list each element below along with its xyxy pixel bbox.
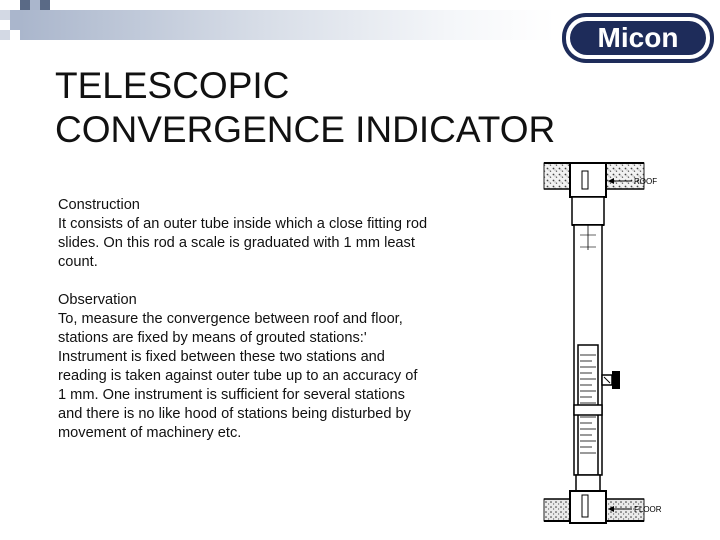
observation-section (58, 291, 428, 443)
inner-scale-rod (574, 345, 602, 475)
roof-label: ROOF (634, 177, 658, 186)
slide-body (58, 196, 428, 462)
construction-section (58, 196, 428, 272)
roof-station (570, 163, 606, 225)
observation-text: To, measure the convergence between roof and floor, stations are fixed by means of grouted stations:' Instrument is fixed between these two stations and reading is taken against outer tube up to an accuracy of 1 mm. One instrument is sufficient for several stations and there is no like hood of stations being disturbed by movement of machinery etc. (58, 311, 418, 441)
observation-heading: Observation (58, 292, 137, 308)
title-line-2: CONVERGENCE INDICATOR (55, 109, 556, 150)
title-line-1: TELESCOPIC (55, 65, 290, 106)
construction-text: It consists of an outer tube inside which a close fitting rod slides. On this rod a scale is graduated with 1 mm least count. (58, 216, 428, 270)
micon-logo (562, 13, 714, 63)
locking-screw (602, 371, 620, 389)
floor-label: FLOOR (634, 505, 662, 514)
convergence-indicator-diagram (540, 155, 710, 540)
floor-station (570, 475, 606, 523)
header-gradient-band (20, 10, 555, 40)
logo-text: Micon (570, 21, 706, 55)
slide-title (55, 64, 555, 152)
construction-heading: Construction (58, 197, 140, 213)
